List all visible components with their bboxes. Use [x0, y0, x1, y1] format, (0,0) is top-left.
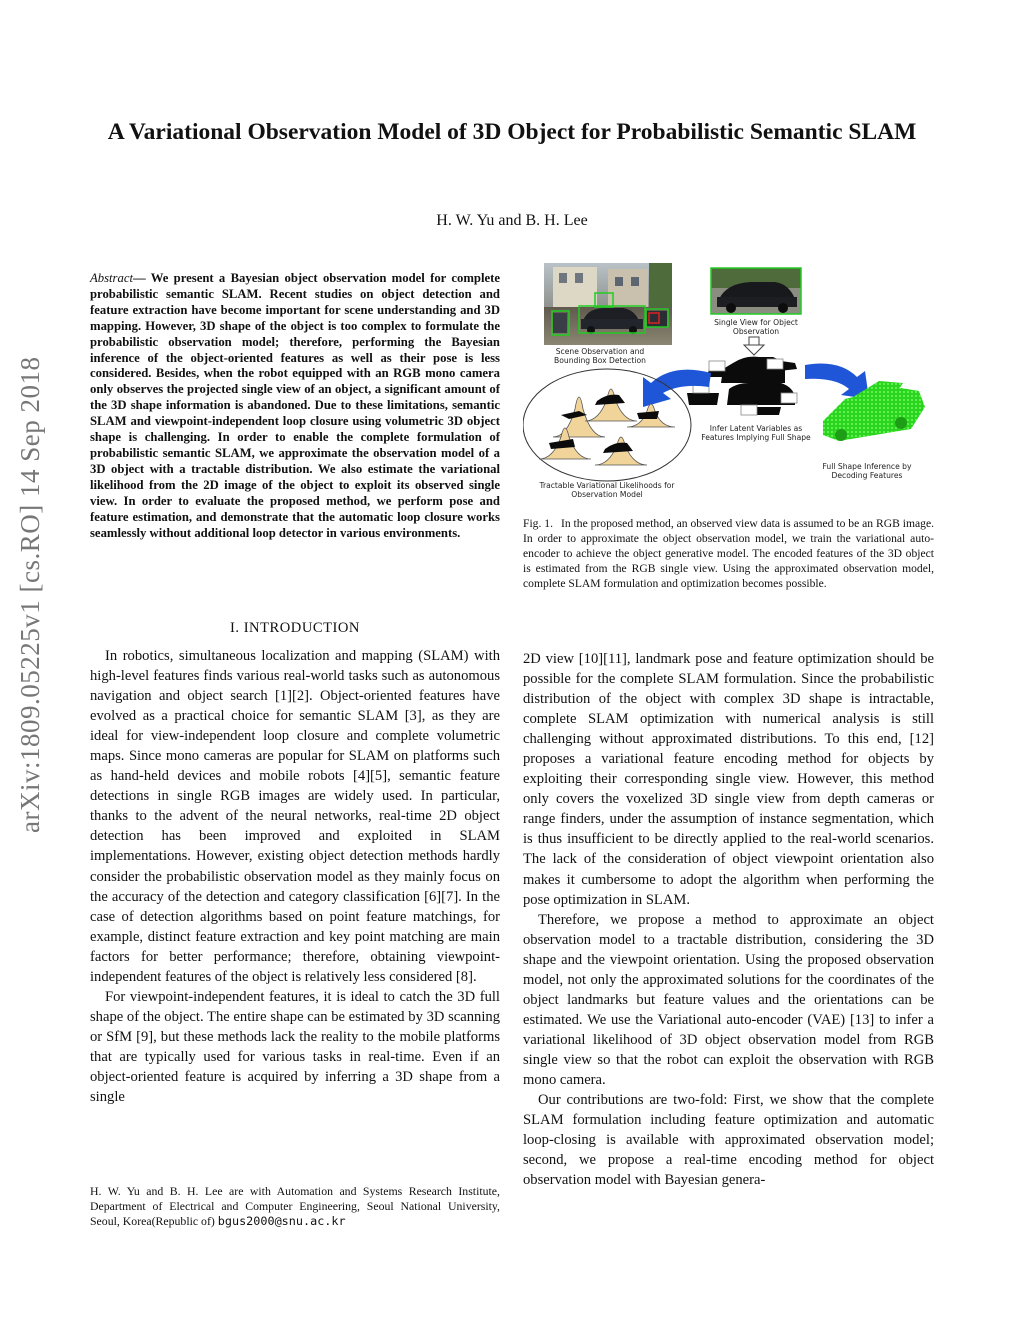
down-arrow-icon [744, 337, 764, 355]
label-full-line1: Full Shape Inference by [822, 462, 912, 471]
intro-paragraph-1: In robotics, simultaneous localization and mapping (SLAM) with high-level features finds various real-world tasks such as autonomous navigation and object search [1][2]. Object-oriented features have evolved as a practical choice for semantic SLAM [3], as they are ideal for view-independent loop closure and complete volumetric maps. Since mono cameras are popular for SLAM on platforms such as hand-held devices and mobile robots [4][5], semantic feature detections in single RGB images are widely used. In particular, thanks to the advent of the neural networks, real-time 2D object detection has been improved and exploited in SLAM implementations. However, existing object detection methods hardly consider the probabilistic observation model as they mainly focus on the accuracy of the detection and category classification [6][7]. In the case of detection algorithms based on point feature matchings, for example, distinct feature extraction and key point matching are main factors for better performance; therefore, obtaining viewpoint-independent features of the object is relatively less considered [8]. [90, 648, 500, 985]
label-latent-line2: Features Implying Full Shape [701, 433, 811, 442]
footnote-email: bgus2000@snu.ac.kr [217, 1214, 346, 1228]
label-single-view-line1: Single View for Object [714, 318, 798, 327]
footnote-text: H. W. Yu and B. H. Lee are with Automation and Systems Research Institute, Department of Electrical and Computer Engineering, Seoul National University, Seoul, Korea(Republic of) [90, 1184, 500, 1228]
paper-authors: H. W. Yu and B. H. Lee [436, 212, 588, 229]
label-scene-line2: Bounding Box Detection [554, 356, 646, 365]
single-view-photo [711, 268, 801, 314]
intro-paragraph-4: Therefore, we propose a method to approximate an object observation model to a tractable distribution, considering the 3D shape and the viewpoint orientation. Using the proposed observation model, not only the approximated solutions for the coordinates of the object landmarks but feature values and the orientations can be estimated. We use the Variational auto-encoder (VAE) [13] to infer a variational likelihood of 3D object observation model from RGB single view so that the robot can exploit the observation with RGB mono camera. [523, 911, 934, 1088]
label-latent-line1: Infer Latent Variables as [709, 424, 803, 433]
caption-text: In the proposed method, an observed view data is assumed to be an RGB image. In order to approximate the object observation model, we train the variational auto-encoder to achieve the object generative model. The encoded features of the 3D object is estimated from the RGB single view. Using the approximated observation model, complete SLAM formulation and optimization becomes possible. [523, 517, 934, 591]
label-tractable-line1: Tractable Variational Likelihoods for [539, 481, 675, 490]
label-full-line2: Decoding Features [831, 471, 903, 480]
figure-1 [523, 259, 935, 501]
left-column-body [90, 646, 500, 1107]
figure-1-diagram [523, 259, 935, 501]
caption-label: Fig. 1. [523, 517, 553, 530]
abstract-label: Abstract [90, 271, 133, 285]
intro-paragraph-5: Our contributions are two-fold: First, we show that the complete SLAM formulation including feature optimization and automatic loop-closing is available with approximated observation model; second, we propose a real-time encoding method for object observation model with Bayesian genera- [523, 1092, 934, 1189]
label-tractable-line2: Observation Model [571, 490, 643, 499]
label-single-view-line2: Observation [732, 327, 780, 336]
author-footnote [90, 1184, 500, 1229]
arxiv-identifier: arXiv:1809.05225v1 [cs.RO] 14 Sep 2018 [15, 356, 45, 833]
voxel-car [823, 381, 925, 441]
figure-1-caption [523, 516, 934, 591]
intro-paragraph-3: 2D view [10][11], landmark pose and feature optimization should be possible for the complete SLAM formulation. Since the probabilistic distribution of the object with complex 3D shape is intractable, complete SLAM optimization with numerical analysis is still challenging without approximated distributions. To this end, [12] proposes a variational feature encoding method for objects by exploiting their corresponding single view. However, this method only covers the voxelized 3D single view from depth cameras or range finders, under the assumption of instance segmentation, which is thus insufficient to be directly applied to the real-world scenarios. The lack of the consideration of object viewpoint orientation also makes it cumbersome to adopt the algorithm when performing the pose optimization in SLAM. [523, 651, 934, 908]
abstract [90, 271, 500, 541]
right-column-body [523, 649, 934, 1190]
abstract-text: — We present a Bayesian object observation model for complete probabilistic semantic SLAM. Recent studies on object detection and feature extraction have become important for scene understanding and 3D mapping. However, 3D shape of the object is too complex to formulate the probabilistic observation model; therefore, performing the Bayesian inference of the object-oriented features as well as their pose is less considered. Besides, when the robot equipped with an RGB mono camera only observes the projected single view of an object, a significant amount of the 3D shape information is abandoned. Due to these limitations, semantic SLAM and viewpoint-independent loop closure using volumetric 3D object shape is challenging. In order to enable the complete formulation of probabilistic semantic SLAM, we approximate the observation model of a 3D object with a tractable distribution. We also estimate the variational likelihood from the 2D image of the object to exploit its observed single view. In order to evaluate the proposed method, we perform pose and feature estimation, and demonstrate that the automatic loop closure works seamlessly without additional loop detector in various environments. [90, 271, 500, 540]
paper-title: A Variational Observation Model of 3D Object for Probabilistic Semantic SLAM [107, 119, 917, 145]
intro-paragraph-2: For viewpoint-independent features, it is ideal to catch the 3D full shape of the object. The entire shape can be estimated by 3D scanning or SfM [9], but these methods lack the reality to the mobile platforms that are typically used for various tasks in real-time. Even if an object-oriented feature is acquired by inferring a 3D shape from a single [90, 988, 500, 1106]
label-scene-line1: Scene Observation and [555, 347, 645, 356]
section-heading-introduction: I. INTRODUCTION [230, 620, 360, 636]
